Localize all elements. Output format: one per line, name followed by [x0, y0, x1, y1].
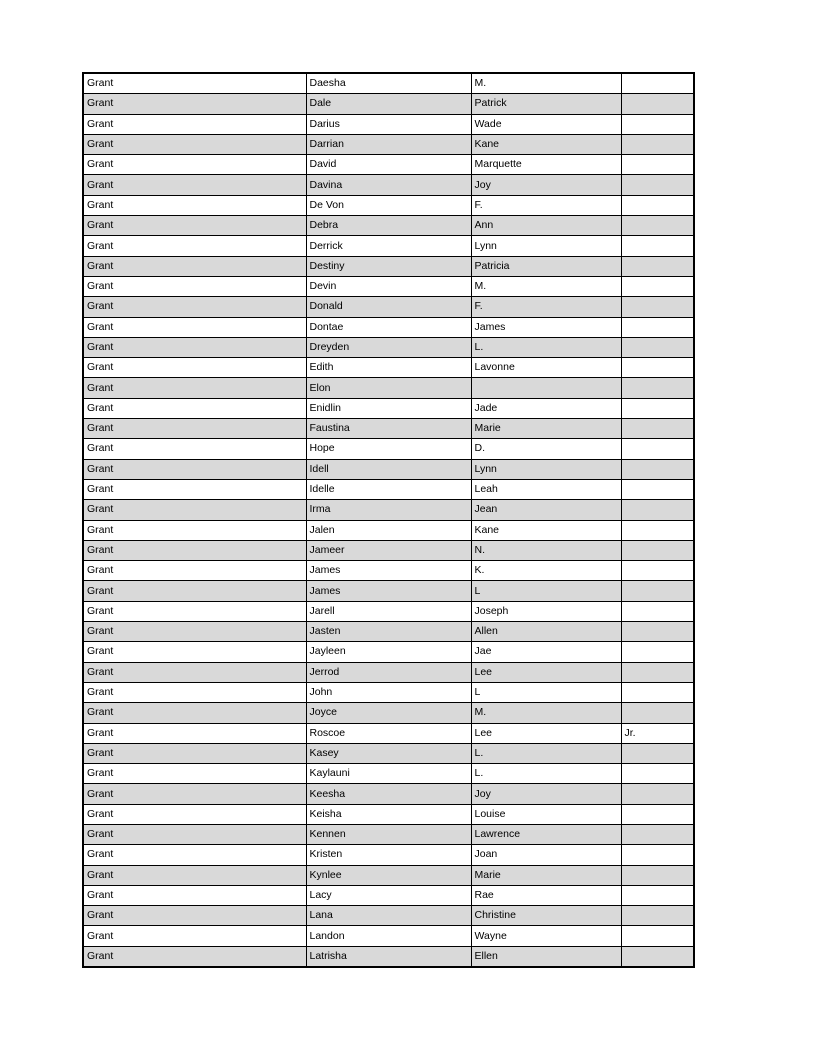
table-row [83, 398, 694, 418]
suffix-cell [621, 175, 694, 195]
table-row [83, 885, 694, 905]
suffix-cell [621, 824, 694, 844]
first-name-cell: Darius [306, 114, 471, 134]
suffix-cell [621, 642, 694, 662]
last-name-cell: Grant [83, 155, 306, 175]
first-name-cell: Donald [306, 297, 471, 317]
first-name-cell: Keesha [306, 784, 471, 804]
table-row [83, 114, 694, 134]
last-name-cell: Grant [83, 926, 306, 946]
last-name-cell: Grant [83, 439, 306, 459]
first-name-cell: Jarell [306, 601, 471, 621]
first-name-cell: Kynlee [306, 865, 471, 885]
first-name-cell: De Von [306, 195, 471, 215]
first-name-cell: Kasey [306, 743, 471, 763]
last-name-cell: Grant [83, 682, 306, 702]
suffix-cell [621, 845, 694, 865]
last-name-cell: Grant [83, 743, 306, 763]
suffix-cell [621, 926, 694, 946]
middle-name-cell: M. [471, 276, 621, 296]
last-name-cell: Grant [83, 195, 306, 215]
table-row [83, 358, 694, 378]
last-name-cell: Grant [83, 337, 306, 357]
suffix-cell [621, 885, 694, 905]
table-row [83, 622, 694, 642]
last-name-cell: Grant [83, 358, 306, 378]
suffix-cell [621, 865, 694, 885]
middle-name-cell: Leah [471, 479, 621, 499]
first-name-cell: Davina [306, 175, 471, 195]
table-row [83, 581, 694, 601]
middle-name-cell: James [471, 317, 621, 337]
middle-name-cell: Jean [471, 500, 621, 520]
middle-name-cell: Kane [471, 134, 621, 154]
last-name-cell: Grant [83, 642, 306, 662]
last-name-cell: Grant [83, 276, 306, 296]
middle-name-cell: F. [471, 297, 621, 317]
suffix-cell [621, 764, 694, 784]
table-row [83, 94, 694, 114]
middle-name-cell: Patrick [471, 94, 621, 114]
suffix-cell [621, 297, 694, 317]
table-row [83, 662, 694, 682]
middle-name-cell: Patricia [471, 256, 621, 276]
first-name-cell: Devin [306, 276, 471, 296]
suffix-cell [621, 419, 694, 439]
last-name-cell: Grant [83, 662, 306, 682]
middle-name-cell: K. [471, 561, 621, 581]
last-name-cell: Grant [83, 946, 306, 967]
suffix-cell [621, 317, 694, 337]
first-name-cell: Enidlin [306, 398, 471, 418]
middle-name-cell: Christine [471, 906, 621, 926]
suffix-cell [621, 662, 694, 682]
middle-name-cell: Wayne [471, 926, 621, 946]
table-row [83, 946, 694, 967]
name-table-body [83, 73, 694, 967]
last-name-cell: Grant [83, 865, 306, 885]
suffix-cell [621, 216, 694, 236]
suffix-cell [621, 906, 694, 926]
table-row [83, 317, 694, 337]
middle-name-cell: N. [471, 540, 621, 560]
table-row [83, 804, 694, 824]
table-row [83, 419, 694, 439]
middle-name-cell: L. [471, 743, 621, 763]
suffix-cell [621, 561, 694, 581]
suffix-cell [621, 520, 694, 540]
table-row [83, 926, 694, 946]
first-name-cell: James [306, 581, 471, 601]
first-name-cell: Destiny [306, 256, 471, 276]
middle-name-cell: Jae [471, 642, 621, 662]
table-row [83, 601, 694, 621]
first-name-cell: Faustina [306, 419, 471, 439]
table-row [83, 459, 694, 479]
last-name-cell: Grant [83, 378, 306, 398]
table-row [83, 764, 694, 784]
suffix-cell [621, 946, 694, 967]
middle-name-cell: Ann [471, 216, 621, 236]
middle-name-cell: Lynn [471, 459, 621, 479]
last-name-cell: Grant [83, 561, 306, 581]
first-name-cell: Jasten [306, 622, 471, 642]
middle-name-cell: Joy [471, 175, 621, 195]
middle-name-cell: Ellen [471, 946, 621, 967]
last-name-cell: Grant [83, 114, 306, 134]
middle-name-cell: Rae [471, 885, 621, 905]
table-row [83, 561, 694, 581]
first-name-cell: Irma [306, 500, 471, 520]
middle-name-cell: Marie [471, 419, 621, 439]
last-name-cell: Grant [83, 520, 306, 540]
name-table [82, 72, 695, 968]
first-name-cell: Kaylauni [306, 764, 471, 784]
suffix-cell [621, 622, 694, 642]
table-row [83, 378, 694, 398]
table-row [83, 743, 694, 763]
middle-name-cell: Lynn [471, 236, 621, 256]
middle-name-cell: Lawrence [471, 824, 621, 844]
middle-name-cell: Wade [471, 114, 621, 134]
table-row [83, 236, 694, 256]
suffix-cell [621, 276, 694, 296]
middle-name-cell: Joan [471, 845, 621, 865]
first-name-cell: James [306, 561, 471, 581]
middle-name-cell: L. [471, 764, 621, 784]
last-name-cell: Grant [83, 601, 306, 621]
suffix-cell [621, 682, 694, 702]
first-name-cell: Idelle [306, 479, 471, 499]
table-row [83, 175, 694, 195]
middle-name-cell: F. [471, 195, 621, 215]
suffix-cell [621, 73, 694, 94]
middle-name-cell: Louise [471, 804, 621, 824]
first-name-cell: Edith [306, 358, 471, 378]
first-name-cell: Idell [306, 459, 471, 479]
first-name-cell: Darrian [306, 134, 471, 154]
suffix-cell [621, 581, 694, 601]
suffix-cell [621, 155, 694, 175]
middle-name-cell: Lavonne [471, 358, 621, 378]
first-name-cell: Roscoe [306, 723, 471, 743]
table-row [83, 845, 694, 865]
table-row [83, 723, 694, 743]
suffix-cell [621, 378, 694, 398]
first-name-cell: David [306, 155, 471, 175]
last-name-cell: Grant [83, 73, 306, 94]
middle-name-cell: M. [471, 73, 621, 94]
middle-name-cell: M. [471, 703, 621, 723]
middle-name-cell: L [471, 581, 621, 601]
middle-name-cell: Kane [471, 520, 621, 540]
table-row [83, 642, 694, 662]
last-name-cell: Grant [83, 134, 306, 154]
table-row [83, 682, 694, 702]
last-name-cell: Grant [83, 885, 306, 905]
first-name-cell: Dale [306, 94, 471, 114]
table-row [83, 906, 694, 926]
suffix-cell: Jr. [621, 723, 694, 743]
last-name-cell: Grant [83, 723, 306, 743]
last-name-cell: Grant [83, 784, 306, 804]
table-row [83, 479, 694, 499]
first-name-cell: Dontae [306, 317, 471, 337]
middle-name-cell: Joy [471, 784, 621, 804]
suffix-cell [621, 256, 694, 276]
suffix-cell [621, 439, 694, 459]
first-name-cell: Keisha [306, 804, 471, 824]
middle-name-cell [471, 378, 621, 398]
table-row [83, 500, 694, 520]
last-name-cell: Grant [83, 540, 306, 560]
suffix-cell [621, 134, 694, 154]
table-row [83, 865, 694, 885]
last-name-cell: Grant [83, 622, 306, 642]
last-name-cell: Grant [83, 297, 306, 317]
table-row [83, 195, 694, 215]
suffix-cell [621, 358, 694, 378]
suffix-cell [621, 500, 694, 520]
last-name-cell: Grant [83, 94, 306, 114]
table-row [83, 276, 694, 296]
middle-name-cell: Lee [471, 662, 621, 682]
suffix-cell [621, 195, 694, 215]
suffix-cell [621, 398, 694, 418]
last-name-cell: Grant [83, 256, 306, 276]
last-name-cell: Grant [83, 479, 306, 499]
table-row [83, 134, 694, 154]
suffix-cell [621, 236, 694, 256]
first-name-cell: Jerrod [306, 662, 471, 682]
table-row [83, 703, 694, 723]
first-name-cell: Joyce [306, 703, 471, 723]
table-row [83, 73, 694, 94]
middle-name-cell: Jade [471, 398, 621, 418]
suffix-cell [621, 459, 694, 479]
first-name-cell: Daesha [306, 73, 471, 94]
last-name-cell: Grant [83, 500, 306, 520]
table-row [83, 256, 694, 276]
table-row [83, 297, 694, 317]
first-name-cell: Dreyden [306, 337, 471, 357]
suffix-cell [621, 601, 694, 621]
last-name-cell: Grant [83, 703, 306, 723]
middle-name-cell: Allen [471, 622, 621, 642]
middle-name-cell: Marquette [471, 155, 621, 175]
suffix-cell [621, 337, 694, 357]
last-name-cell: Grant [83, 398, 306, 418]
first-name-cell: Landon [306, 926, 471, 946]
last-name-cell: Grant [83, 764, 306, 784]
middle-name-cell: Joseph [471, 601, 621, 621]
first-name-cell: Derrick [306, 236, 471, 256]
first-name-cell: Jameer [306, 540, 471, 560]
first-name-cell: Jalen [306, 520, 471, 540]
last-name-cell: Grant [83, 419, 306, 439]
last-name-cell: Grant [83, 906, 306, 926]
first-name-cell: Debra [306, 216, 471, 236]
table-row [83, 540, 694, 560]
last-name-cell: Grant [83, 175, 306, 195]
suffix-cell [621, 804, 694, 824]
suffix-cell [621, 784, 694, 804]
suffix-cell [621, 94, 694, 114]
table-row [83, 337, 694, 357]
first-name-cell: Latrisha [306, 946, 471, 967]
suffix-cell [621, 479, 694, 499]
first-name-cell: John [306, 682, 471, 702]
suffix-cell [621, 114, 694, 134]
table-row [83, 439, 694, 459]
table-row [83, 784, 694, 804]
last-name-cell: Grant [83, 581, 306, 601]
suffix-cell [621, 540, 694, 560]
middle-name-cell: Marie [471, 865, 621, 885]
last-name-cell: Grant [83, 824, 306, 844]
last-name-cell: Grant [83, 236, 306, 256]
suffix-cell [621, 743, 694, 763]
last-name-cell: Grant [83, 459, 306, 479]
table-row [83, 155, 694, 175]
table-row [83, 216, 694, 236]
table-row [83, 824, 694, 844]
first-name-cell: Kennen [306, 824, 471, 844]
middle-name-cell: Lee [471, 723, 621, 743]
suffix-cell [621, 703, 694, 723]
table-row [83, 520, 694, 540]
last-name-cell: Grant [83, 804, 306, 824]
first-name-cell: Elon [306, 378, 471, 398]
first-name-cell: Hope [306, 439, 471, 459]
middle-name-cell: L [471, 682, 621, 702]
middle-name-cell: L. [471, 337, 621, 357]
middle-name-cell: D. [471, 439, 621, 459]
first-name-cell: Lacy [306, 885, 471, 905]
first-name-cell: Lana [306, 906, 471, 926]
first-name-cell: Jayleen [306, 642, 471, 662]
last-name-cell: Grant [83, 216, 306, 236]
last-name-cell: Grant [83, 317, 306, 337]
last-name-cell: Grant [83, 845, 306, 865]
first-name-cell: Kristen [306, 845, 471, 865]
